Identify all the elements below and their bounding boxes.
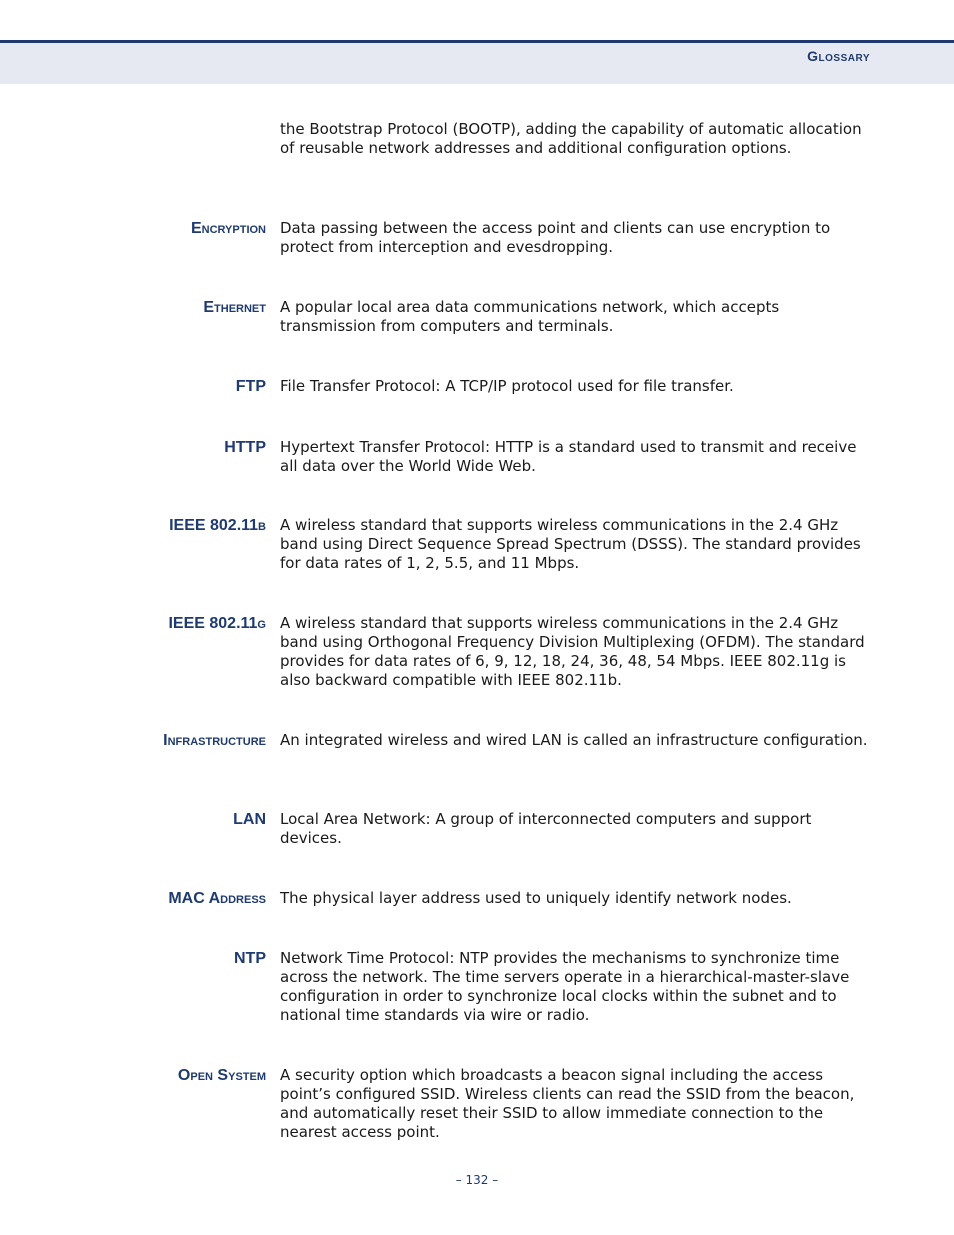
glossary-term: IEEE 802.11g: [168, 615, 266, 632]
page-number: – 132 –: [455, 1173, 499, 1187]
glossary-term: Open System: [177, 1067, 266, 1084]
section-title: Glossary: [807, 48, 870, 64]
glossary-term: IEEE 802.11b: [169, 517, 266, 534]
glossary-definition: A wireless standard that supports wireless communications in the 2.4 GHz band using Orthogonal Frequency Division Multiplexing (OFDM). The standard provides for data rates of 6, 9, 12, 18, 24, 36, 48, 54 Mbps. IEEE 802.11g is also backward compatible with IEEE 802.11b.: [280, 614, 865, 689]
page-header: [0, 40, 954, 84]
glossary-definition: An integrated wireless and wired LAN is called an infrastructure configuration.: [280, 731, 868, 749]
glossary-definition: Network Time Protocol: NTP provides the mechanisms to synchronize time across the network. The time servers operate in a hierarchical-master-slave configuration in order to synchronize local clocks within the subnet and to national time standards via wire or radio.: [280, 949, 850, 1024]
glossary-definition: The physical layer address used to uniquely identify network nodes.: [280, 889, 792, 907]
glossary-term: LAN: [233, 811, 266, 828]
glossary-term: NTP: [234, 950, 266, 967]
glossary-definition: A popular local area data communications network, which accepts transmission from computers and terminals.: [280, 298, 780, 335]
glossary-term: Encryption: [190, 220, 266, 237]
glossary-term: FTP: [235, 378, 266, 395]
glossary-definition: Local Area Network: A group of interconnected computers and support devices.: [280, 810, 812, 847]
glossary-term: Infrastructure: [163, 732, 266, 749]
glossary-term: Ethernet: [203, 299, 266, 316]
glossary-definition: A wireless standard that supports wireless communications in the 2.4 GHz band using Direct Sequence Spread Spectrum (DSSS). The standard provides for data rates of 1, 2, 5.5, and 11 Mbps.: [280, 516, 861, 572]
glossary-definition: File Transfer Protocol: A TCP/IP protocol used for file transfer.: [280, 377, 734, 395]
glossary-term: HTTP: [224, 439, 266, 456]
glossary-definition: Hypertext Transfer Protocol: HTTP is a standard used to transmit and receive all data over the World Wide Web.: [280, 438, 857, 475]
glossary-definition: A security option which broadcasts a beacon signal including the access point’s configured SSID. Wireless clients can read the SSID from the beacon, and automatically reset their SSID to allow immediate connection to the nearest access point.: [280, 1066, 855, 1141]
intro-paragraph: the Bootstrap Protocol (BOOTP), adding the capability of automatic allocation of reusable network addresses and additional configuration options.: [280, 120, 862, 157]
glossary-term: MAC Address: [168, 890, 266, 907]
glossary-definition: Data passing between the access point and clients can use encryption to protect from interception and evesdropping.: [280, 219, 831, 256]
